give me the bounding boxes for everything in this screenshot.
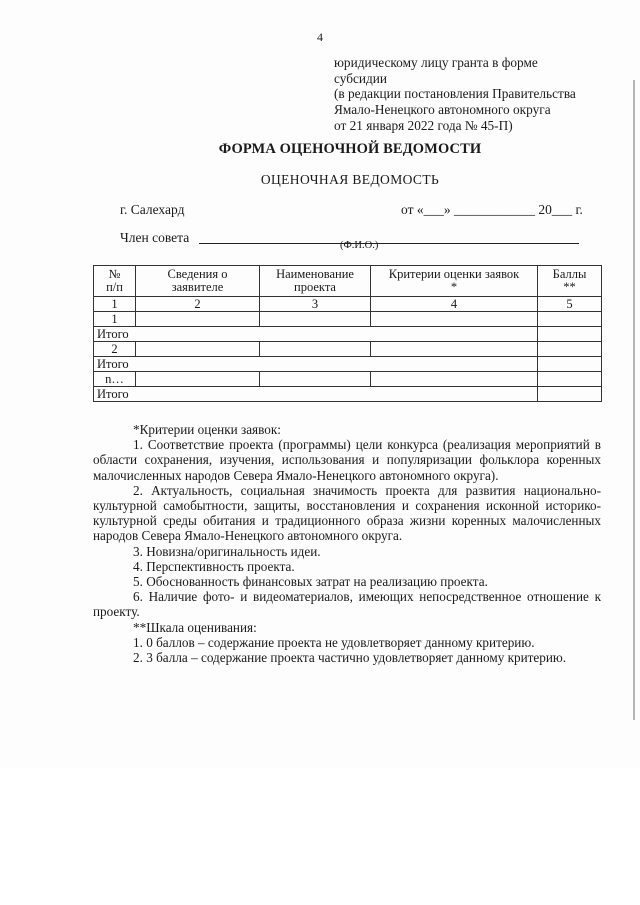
fio-caption: (Ф.И.О.) xyxy=(340,240,379,251)
scan-edge xyxy=(633,80,635,720)
criterion-item: 5. Обоснованность финансовых затрат на реализацию проекта. xyxy=(133,574,488,590)
criteria-notes xyxy=(93,422,601,665)
header-number: № п/п xyxy=(94,266,136,297)
header-points: Баллы ** xyxy=(538,266,602,297)
criterion-item: 2. Актуальность, социальная значимость проекта для развития национально-культурной самобытности, защиты, восстановления и сохранения исконной историко-культурной среды обитания и традиционного образа жизни коренных малочисленных народов Севера Ямало-Ненецкого автономного округа. xyxy=(93,482,601,544)
criterion-item: 1. Соответствие проекта (программы) цели конкурса (реализация мероприятий в области сохранения, изучения, использования и популяризации фольклора коренных малочисленных народов Севера Ямало-Ненецкого автономного округа). xyxy=(93,437,601,483)
page-number: 4 xyxy=(317,30,323,44)
stamp-line: субсидии xyxy=(334,70,387,86)
criterion-item: 3. Новизна/оригинальность идеи. xyxy=(133,543,321,559)
blank-area xyxy=(0,768,640,905)
evaluation-table xyxy=(93,265,602,402)
date-line: от «___» ____________ 20___ г. xyxy=(401,202,583,217)
total-row: Итого xyxy=(94,327,602,342)
stamp-line: от 21 января 2022 года № 45-П) xyxy=(334,117,513,133)
stamp-line: юридическому лицу гранта в форме xyxy=(334,55,538,70)
total-row: Итого xyxy=(94,357,602,372)
header-applicant: Сведения о заявителе xyxy=(136,266,260,297)
header-criteria: Критерии оценки заявок * xyxy=(371,266,538,297)
form-title: ФОРМА ОЦЕНОЧНОЙ ВЕДОМОСТИ xyxy=(218,141,482,157)
criterion-item: 4. Перспективность проекта. xyxy=(133,558,295,574)
document-title: ОЦЕНОЧНАЯ ВЕДОМОСТЬ xyxy=(260,172,440,187)
council-member-signature-line xyxy=(199,243,579,244)
stamp-line: Ямало-Ненецкого автономного округа xyxy=(334,102,551,118)
scale-item: 2. 3 балла – содержание проекта частично удовлетворяет данному критерию. xyxy=(133,650,567,666)
council-member-label: Член совета xyxy=(120,230,190,245)
scale-heading: **Шкала оценивания: xyxy=(133,619,257,635)
criterion-item: 6. Наличие фото- и видеоматериалов, имеющих непосредственное отношение к проекту. xyxy=(93,589,601,620)
stamp-line: (в редакции постановления Правительства xyxy=(334,86,576,102)
table-row: 2 xyxy=(94,342,602,357)
header-project-name: Наименование проекта xyxy=(260,266,371,297)
column-number-row: 1 2 3 4 5 xyxy=(94,297,602,312)
table-row: 1 xyxy=(94,312,602,327)
table-row: n… xyxy=(94,372,602,387)
city-label: г. Салехард xyxy=(120,202,185,217)
table-header-row xyxy=(94,266,602,297)
scale-item: 1. 0 баллов – содержание проекта не удовлетворяет данному критерию. xyxy=(133,634,535,650)
criteria-heading: *Критерии оценки заявок: xyxy=(133,422,281,437)
total-row: Итого xyxy=(94,387,602,402)
approval-stamp xyxy=(334,55,576,134)
